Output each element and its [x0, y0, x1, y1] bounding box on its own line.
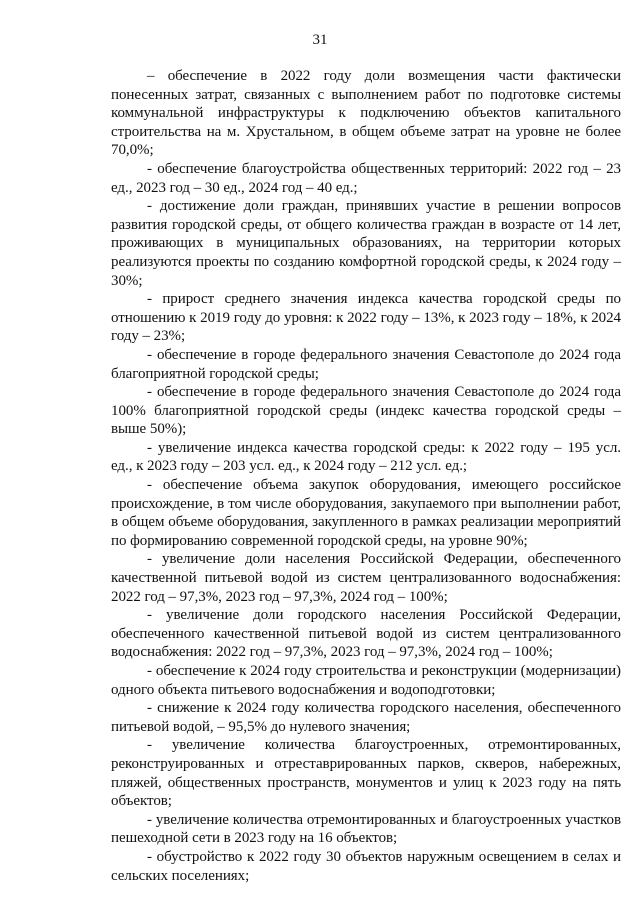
- list-item: - обустройство к 2022 году 30 объектов наружным освещением в селах и сельских поселениях;: [111, 848, 621, 884]
- list-item: - обеспечение в городе федерального значения Севастополе до 2024 года 100% благоприятной городской среды (индекс качества городской среды – выше 50%);: [111, 384, 621, 438]
- page-number: 31: [312, 32, 328, 48]
- list-item: - достижение доли граждан, принявших участие в решении вопросов развития городской среды, от общего количества граждан в возрасте от 14 лет, проживающих в муниципальных образованиях, на территории которых реализуются проекты по созданию комфортной городской среды, к 2024 году – 30%;: [111, 198, 621, 289]
- list-item: – обеспечение в 2022 году доли возмещения части фактически понесенных затрат, связанных с выполнением работ по подготовке системы коммунальной инфраструктуры к подключению объектов капитального строительства на м. Хрустальном, в общем объеме затрат на уровне не более 70,0%;: [111, 68, 621, 159]
- list-item: - обеспечение к 2024 году строительства и реконструкции (модернизации) одного объекта питьевого водоснабжения и водоподготовки;: [111, 663, 621, 698]
- list-item: - увеличение доли городского населения Российской Федерации, обеспеченного качественной питьевой водой из систем централизованного водоснабжения: 2022 год – 97,3%, 2023 год – 97,3%, 2024 год – 100%;: [111, 607, 621, 661]
- list-item: - снижение к 2024 году количества городского населения, обеспеченного питьевой водой, – 95,5% до нулевого значения;: [111, 700, 621, 735]
- list-item: - обеспечение в городе федерального значения Севастополе до 2024 года благоприятной городской среды;: [111, 346, 621, 382]
- list-item: - обеспечение объема закупок оборудования, имеющего российское происхождение, в том числе оборудования, закупаемого при выполнении работ, в общем объеме оборудования, закупленного в рамках реализации мероприятий по формированию современной городской среды, на уровне 90%;: [111, 477, 621, 549]
- list-item: - увеличение количества отремонтированных и благоустроенных участков пешеходной сети в 2023 году на 16 объектов;: [111, 811, 621, 847]
- list-item: - увеличение количества благоустроенных, отремонтированных, реконструированных и отреставрированных парков, скверов, набережных, пляжей, общественных пространств, монументов и улиц к 2023 году на пять объектов;: [111, 737, 621, 810]
- list-item: - обеспечение благоустройства общественных территорий: 2022 год – 23 ед., 2023 год – 30 ед., 2024 год – 40 ед.;: [111, 160, 621, 196]
- list-item: - увеличение доли населения Российской Федерации, обеспеченного качественной питьевой водой из систем централизованного водоснабжения: 2022 год – 97,3%, 2023 год – 97,3%, 2024 год – 100%;: [111, 551, 621, 605]
- document-body: [111, 67, 621, 885]
- list-item: - прирост среднего значения индекса качества городской среды по отношению к 2019 году до уровня: к 2022 году – 13%, к 2023 году – 18%, к 2024 году – 23%;: [111, 291, 621, 345]
- list-item: - увеличение индекса качества городской среды: к 2022 году – 195 усл. ед., к 2023 году – 203 усл. ед., к 2024 году – 212 усл. ед.;: [111, 439, 621, 475]
